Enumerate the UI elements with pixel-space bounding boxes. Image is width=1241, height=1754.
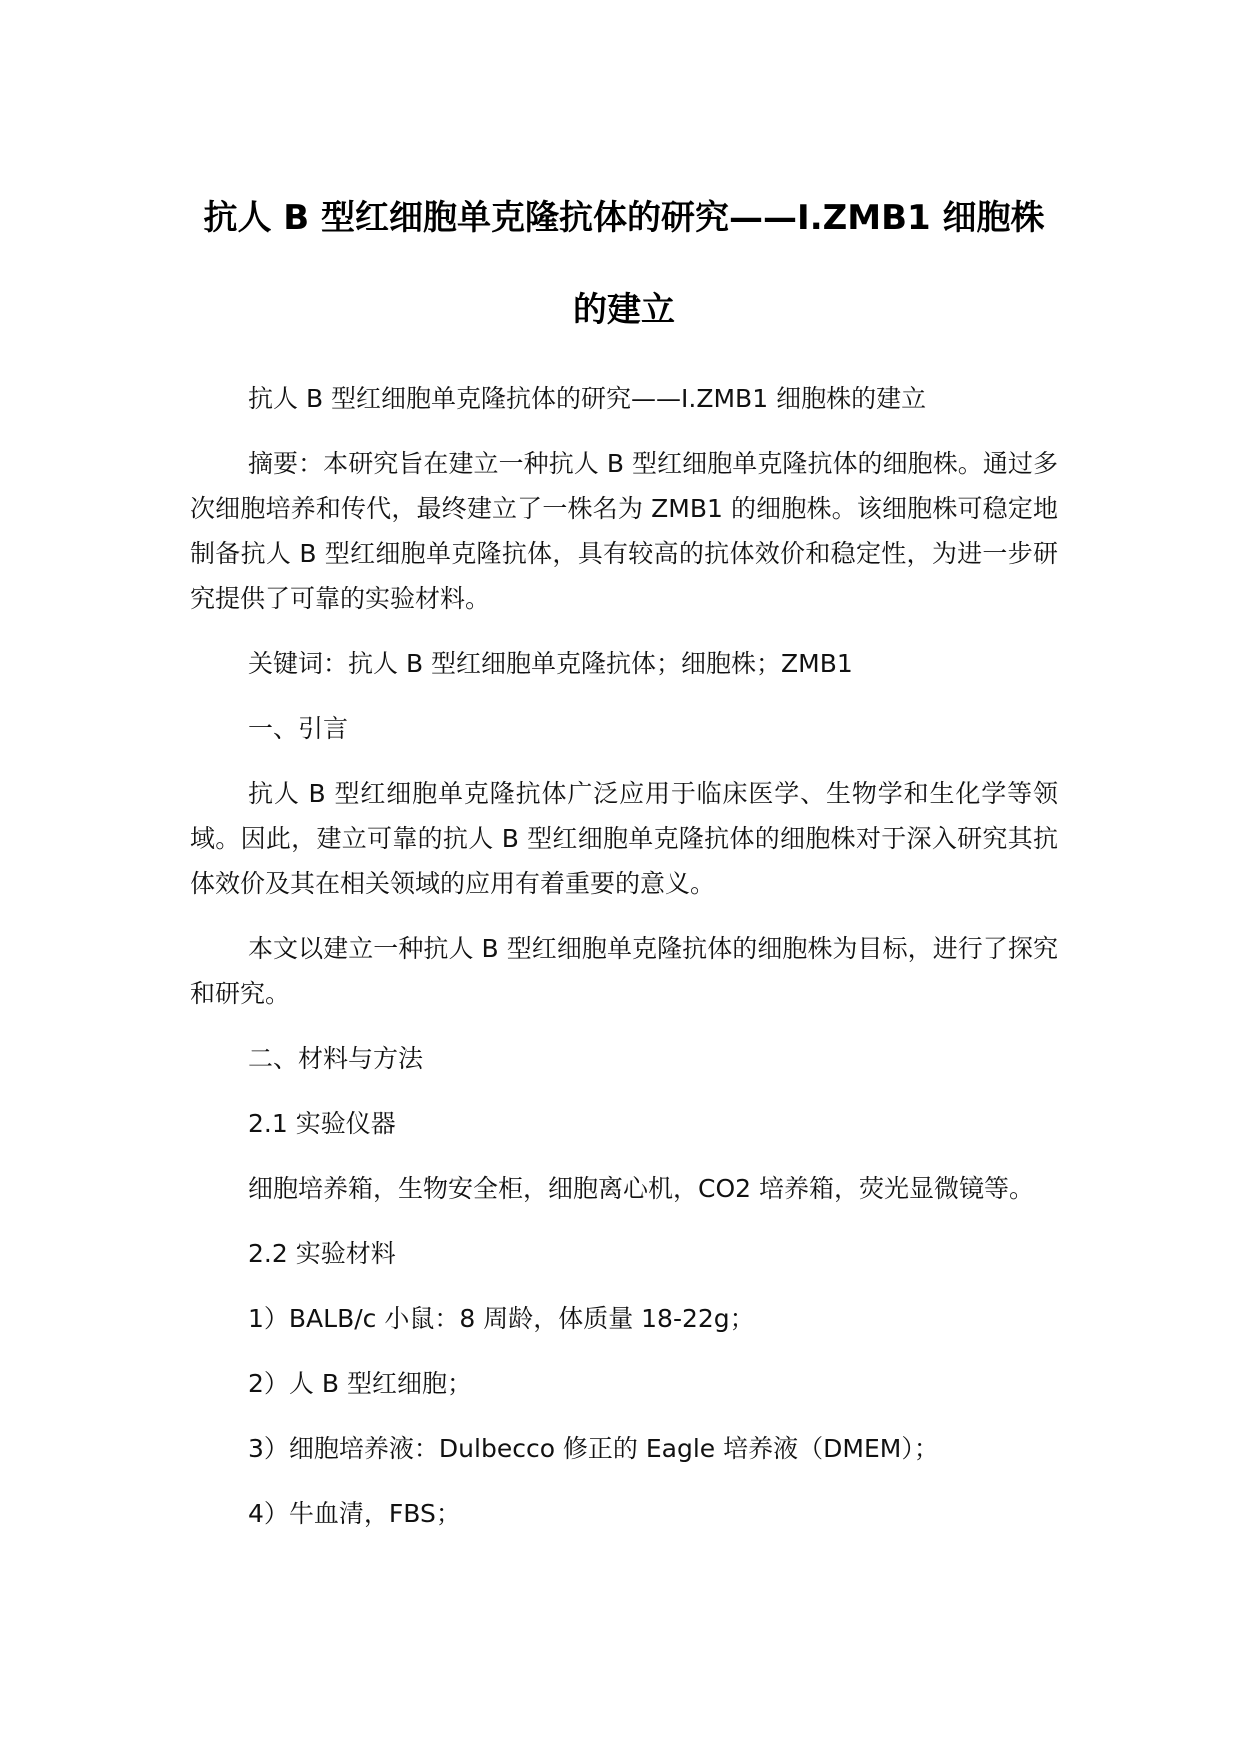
materials-list-item: 3）细胞培养液：Dulbecco 修正的 Eagle 培养液（DMEM）； — [248, 1434, 939, 1463]
section-heading-introduction: 一、引言 — [248, 714, 349, 743]
subsection-heading-materials: 2.2 实验材料 — [248, 1239, 396, 1268]
materials-list-item: 2）人 B 型红细胞； — [248, 1369, 472, 1398]
introduction-paragraph-2: 本文以建立一种抗人 B 型红细胞单克隆抗体的细胞株为目标，进行了探究和研究。 — [190, 934, 1058, 1008]
subsection-heading-instruments: 2.1 实验仪器 — [248, 1109, 396, 1138]
abstract-paragraph: 摘要：本研究旨在建立一种抗人 B 型红细胞单克隆抗体的细胞株。通过多次细胞培养和传代，最终建立了一株名为 ZMB1 的细胞株。该细胞株可稳定地制备抗人 B 型红细胞单克隆抗体，具有较高的抗体效价和稳定性，为进一步研究提供了可靠的实验材料。 — [190, 449, 1058, 613]
introduction-paragraph-1: 抗人 B 型红细胞单克隆抗体广泛应用于临床医学、生物学和生化学等领域。因此，建立可靠的抗人 B 型红细胞单克隆抗体的细胞株对于深入研究其抗体效价及其在相关领域的应用有着重要的意义。 — [190, 779, 1058, 898]
section-heading-methods: 二、材料与方法 — [248, 1044, 424, 1073]
document-body — [190, 376, 1058, 1556]
instruments-paragraph: 细胞培养箱，生物安全柜，细胞离心机，CO2 培养箱，荧光显微镜等。 — [248, 1174, 1034, 1203]
title-repeat-paragraph: 抗人 B 型红细胞单克隆抗体的研究——Ⅰ.ZMB1 细胞株的建立 — [248, 384, 927, 413]
document-title: 抗人 B 型红细胞单克隆抗体的研究——Ⅰ.ZMB1 细胞株的建立 — [203, 198, 1045, 330]
materials-list-item: 4）牛血清，FBS； — [248, 1499, 461, 1528]
materials-list-item: 1）BALB/c 小鼠：8 周龄，体质量 18-22g； — [248, 1304, 755, 1333]
keywords-paragraph: 关键词：抗人 B 型红细胞单克隆抗体；细胞株；ZMB1 — [248, 649, 853, 678]
